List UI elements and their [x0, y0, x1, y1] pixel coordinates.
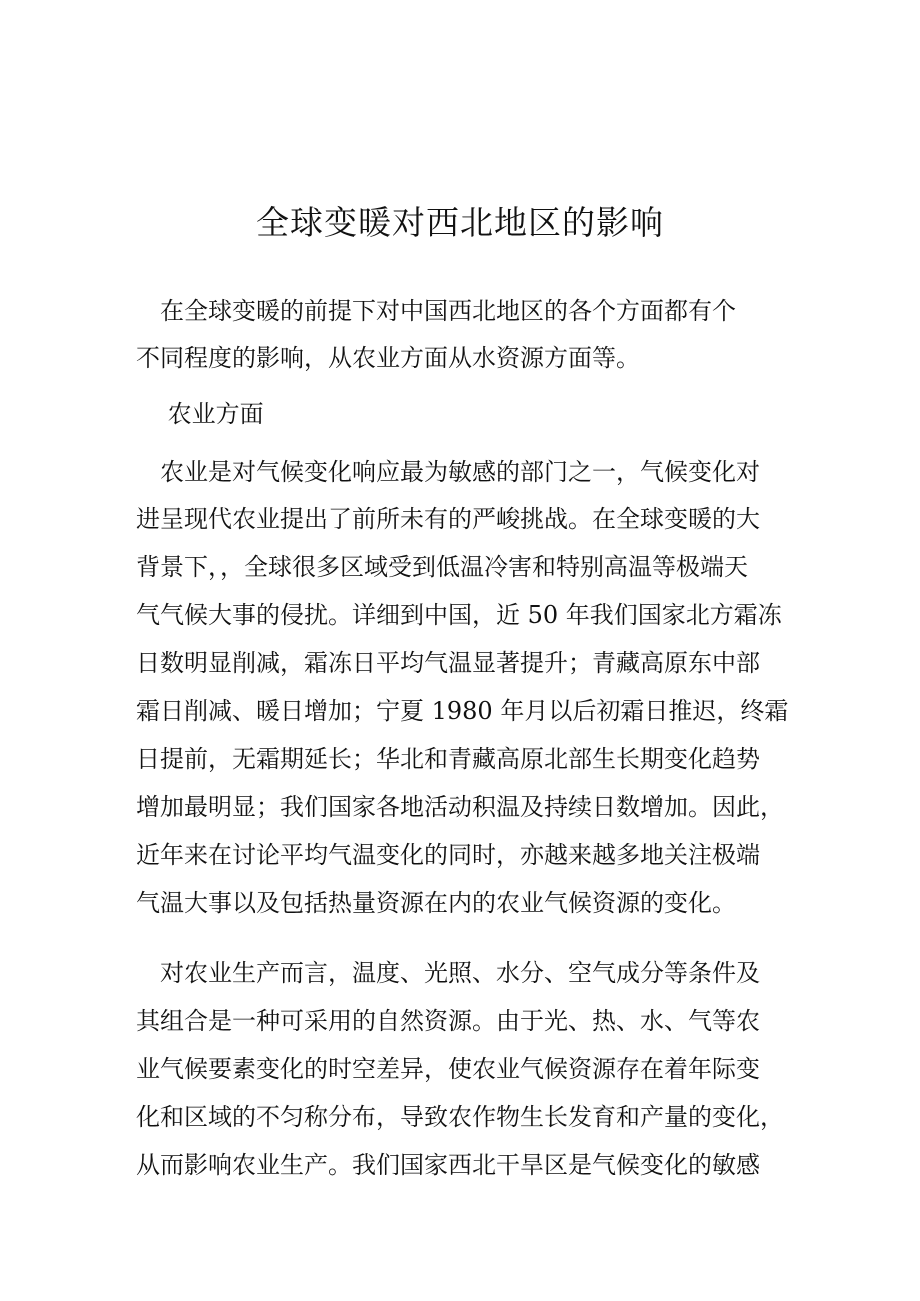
- text-line: 霜日削减、暖日增加；宁夏 1980 年月以后初霜日推迟，终霜: [136, 697, 789, 725]
- text-line: 化和区域的不匀称分布，导致农作物生长发育和产量的变化，: [136, 1103, 784, 1131]
- text-line: 在全球变暖的前提下对中国西北地区的各个方面都有个: [136, 297, 736, 325]
- text-line: 业气候要素变化的时空差异，使农业气候资源存在着年际变: [136, 1055, 760, 1083]
- text-line: 对农业生产而言，温度、光照、水分、空气成分等条件及: [136, 959, 760, 987]
- text-line: 背景下，，全球很多区域受到低温冷害和特别高温等极端天: [136, 553, 748, 581]
- text-line: 进呈现代农业提出了前所未有的严峻挑战。在全球变暖的大: [136, 505, 760, 533]
- text-line: 从而影响农业生产。我们国家西北干旱区是气候变化的敏感: [136, 1151, 760, 1179]
- text-line: 农业是对气候变化响应最为敏感的部门之一，气候变化对: [136, 458, 760, 486]
- text-line: 日提前，无霜期延长；华北和青藏高原北部生长期变化趋势: [136, 745, 760, 773]
- text-line: 其组合是一种可采用的自然资源。由于光、热、水、气等农: [136, 1007, 760, 1035]
- text-line: 增加最明显；我们国家各地活动积温及持续日数增加。因此，: [136, 793, 784, 821]
- text-line: 近年来在讨论平均气温变化的同时，亦越来越多地关注极端: [136, 841, 760, 869]
- text-line: 日数明显削减，霜冻日平均气温显著提升；青藏高原东中部: [136, 649, 760, 677]
- text-line: 气气候大事的侵扰。详细到中国，近 50 年我们国家北方霜冻: [136, 601, 782, 629]
- text-line: 不同程度的影响，从农业方面从水资源方面等。: [136, 344, 640, 372]
- document-title: 全球变暖对西北地区的影响: [256, 203, 664, 242]
- text-line: 气温大事以及包括热量资源在内的农业气候资源的变化。: [136, 889, 736, 917]
- section-heading: 农业方面: [136, 400, 264, 428]
